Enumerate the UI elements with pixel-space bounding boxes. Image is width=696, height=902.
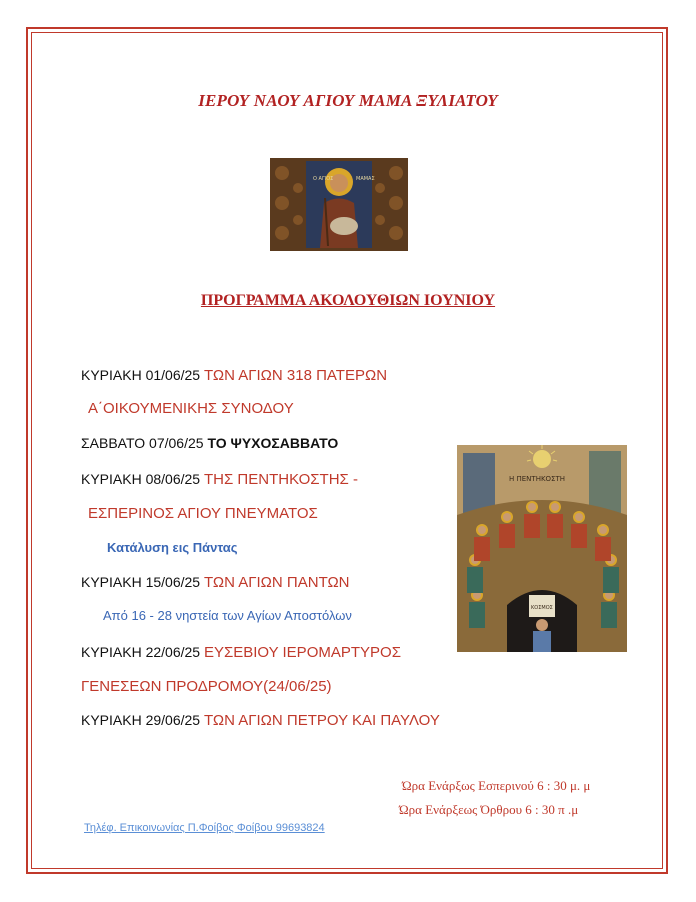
saint-mamas-icon (270, 158, 408, 251)
icon2-label-center: ΚΟΣΜΟΣ (531, 605, 553, 611)
schedule-line-2 (81, 434, 338, 452)
e3-name: ΤΗΣ ΠΕΝΤΗΚΟΣΤΗΣ - (203, 471, 358, 488)
e2-name: ΤΟ ΨΥΧΟΣΑΒΒΑΤΟ (207, 435, 339, 451)
icon1-label-left: Ο ΑΓΙΟΣ (313, 176, 334, 182)
schedule-line-5 (81, 643, 401, 662)
e1-name2: Α΄ΟΙΚΟΥΜΕΝΙΚΗΣ ΣΥΝΟΔΟΥ (88, 400, 294, 417)
e3-name2: ΕΣΠΕΡΙΝΟΣ ΑΓΙΟΥ ΠΝΕΥΜΑΤΟΣ (88, 505, 318, 522)
e4-note: Από 16 - 28 νηστεία των Αγίων Αποστόλων (103, 608, 352, 623)
e1-date: ΚΥΡΙΑΚΗ 01/06/25 (81, 367, 201, 383)
e4-name: ΤΩΝ ΑΓΙΩΝ ΠΑΝΤΩΝ (203, 574, 350, 591)
e6-date: ΚΥΡΙΑΚΗ 29/06/25 (81, 712, 201, 728)
orthros-time: Ώρα Ενάρξεως Όρθρου 6 : 30 π .μ (399, 802, 579, 817)
schedule-line-4 (81, 573, 350, 592)
pentecost-icon (457, 445, 627, 652)
e3-note: Κατάλυση εις Πάντας (107, 540, 238, 555)
schedule-line-6 (81, 711, 440, 730)
schedule-line-1 (81, 366, 387, 385)
e4-date: ΚΥΡΙΑΚΗ 15/06/25 (81, 574, 201, 590)
e5-name2: ΓΕΝΕΣΕΩΝ ΠΡΟΔΡΟΜΟΥ(24/06/25) (81, 678, 332, 695)
e5-date: ΚΥΡΙΑΚΗ 22/06/25 (81, 644, 201, 660)
e6-name: ΤΩΝ ΑΓΙΩΝ ΠΕΤΡΟΥ ΚΑΙ ΠΑΥΛΟΥ (203, 712, 440, 729)
icon2-label-top: Η ΠΕΝΤΗΚΟΣΤΗ (509, 475, 566, 483)
e2-date: ΣΑΒΒΑΤΟ 07/06/25 (81, 435, 204, 451)
icon1-label-right: ΜΑΜΑΣ (356, 176, 375, 182)
church-title: ΙΕΡΟΥ ΝΑΟΥ ΑΓΙΟΥ ΜΑΜΑ ΞΥΛΙΑΤΟΥ (198, 91, 498, 110)
e5-name: ΕΥΣΕΒΙΟΥ ΙΕΡΟΜΑΡΤΥΡΟΣ (203, 644, 401, 661)
e3-date: ΚΥΡΙΑΚΗ 08/06/25 (81, 471, 201, 487)
program-subtitle: ΠΡΟΓΡΑΜΜΑ ΑΚΟΛΟΥΘΙΩΝ ΙΟΥΝΙΟΥ (200, 292, 496, 309)
schedule-line-3 (81, 470, 358, 489)
contact-phone-link[interactable]: Τηλέφ. Επικοινωνίας Π.Φοίβος Φοίβου 99693824 (84, 822, 325, 834)
vespers-time: Ώρα Ενάρξως Εσπερινού 6 : 30 μ. μ (402, 778, 591, 793)
e1-name: ΤΩΝ ΑΓΙΩΝ 318 ΠΑΤΕΡΩΝ (203, 367, 388, 384)
